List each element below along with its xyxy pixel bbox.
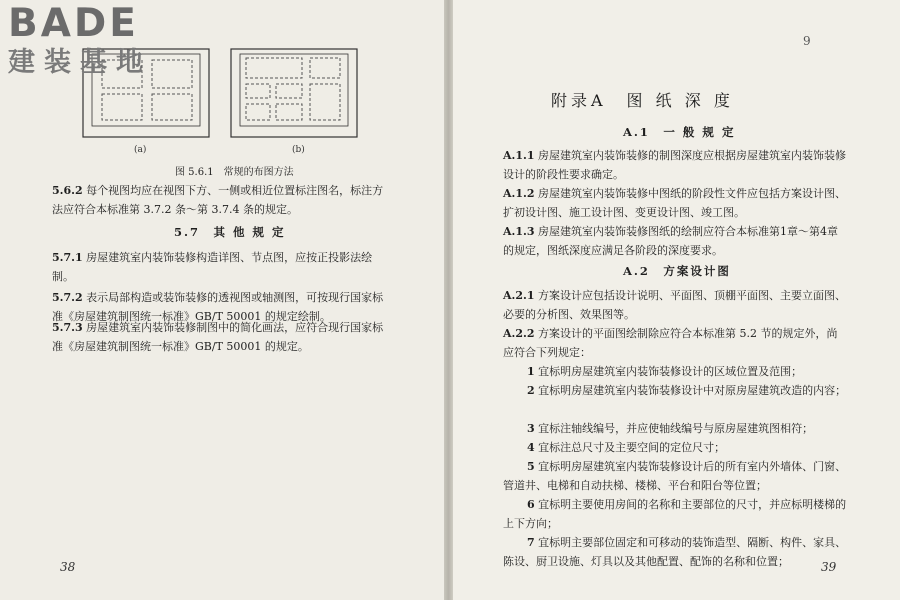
clause-a-1-3 bbox=[503, 222, 848, 260]
item-number: 6 bbox=[527, 498, 535, 511]
appendix-title: 附录A 图 纸 深 度 bbox=[551, 91, 734, 110]
logo-subtitle: 建装基地 bbox=[8, 47, 152, 78]
page-number-left: 38 bbox=[60, 560, 76, 574]
figure-b-label: (b) bbox=[292, 145, 305, 155]
list-item bbox=[503, 495, 848, 533]
list-item bbox=[503, 419, 848, 438]
clause-5-7-1 bbox=[52, 248, 392, 286]
right-page bbox=[453, 0, 900, 600]
figure-b-diagram bbox=[230, 48, 360, 143]
clause-text: 方案设计应包括设计说明、平面图、顶棚平面图、主要立面图、必要的分析图、效果图等。 bbox=[503, 289, 847, 321]
clause-number: 5.7.1 bbox=[52, 251, 83, 264]
item-text: 宜标明房屋建筑室内装饰装修设计的区域位置及范围； bbox=[538, 365, 803, 378]
figure-caption: 图 5.6.1 常规的布图方法 bbox=[175, 167, 294, 178]
top-mark: 9 bbox=[803, 34, 811, 48]
logo-mark: BADE bbox=[8, 1, 139, 46]
clause-a-1-1 bbox=[503, 146, 848, 184]
clause-number: 5.7.2 bbox=[52, 291, 83, 304]
clause-a-2-1 bbox=[503, 286, 848, 324]
clause-number: A.2.2 bbox=[503, 327, 535, 340]
clause-text: 房屋建筑室内装饰装修的制图深度应根据房屋建筑室内装饰装修设计的阶段性要求确定。 bbox=[503, 149, 847, 181]
left-page bbox=[0, 0, 444, 600]
item-text: 宜标注总尺寸及主要空间的定位尺寸； bbox=[538, 441, 726, 454]
list-item bbox=[503, 533, 848, 571]
clause-text: 每个视图均应在视图下方、一侧或相近位置标注图名，标注方法应符合本标准第 3.7.2 条～第 3.7.4 条的规定。 bbox=[52, 184, 384, 216]
item-text: 宜标明房屋建筑室内装饰装修设计中对原房屋建筑改造的内容； bbox=[538, 384, 847, 397]
list-item bbox=[503, 381, 848, 400]
item-number: 2 bbox=[527, 384, 535, 397]
list-item bbox=[503, 362, 848, 381]
item-number: 4 bbox=[527, 441, 535, 454]
item-text: 宜标注轴线编号，并应使轴线编号与原房屋建筑图相符； bbox=[538, 422, 814, 435]
item-number: 1 bbox=[527, 365, 535, 378]
clause-5-6-2 bbox=[52, 181, 392, 219]
clause-5-7-3 bbox=[52, 318, 392, 356]
book-gutter bbox=[444, 0, 453, 600]
clause-a-2-2 bbox=[503, 324, 848, 362]
section-title-a1: A.1 一 般 规 定 bbox=[623, 125, 736, 139]
section-title-a2: A.2 方案设计图 bbox=[623, 264, 731, 278]
clause-number: A.2.1 bbox=[503, 289, 535, 302]
clause-number: 5.7.3 bbox=[52, 321, 83, 334]
item-text: 宜标明主要使用房间的名称和主要部位的尺寸，并应标明楼梯的上下方向； bbox=[503, 498, 847, 530]
clause-text: 房屋建筑室内装饰装修中图纸的阶段性文件应包括方案设计图、扩初设计图、施工设计图、变更设计图、竣工图。 bbox=[503, 187, 847, 219]
figure-a-label: (a) bbox=[134, 145, 147, 155]
item-number: 3 bbox=[527, 422, 535, 435]
clause-text: 方案设计的平面图绘制除应符合本标准第 5.2 节的规定外，尚应符合下列规定： bbox=[503, 327, 838, 359]
clause-number: A.1.2 bbox=[503, 187, 535, 200]
clause-text: 房屋建筑室内装饰装修构造详图、节点图，应按正投影法绘制。 bbox=[52, 251, 373, 283]
clause-text: 房屋建筑室内装饰装修图纸的绘制应符合本标准第1章～第4章的规定，图纸深度应满足各阶段的深度要求。 bbox=[503, 225, 839, 257]
section-title-5-7: 5.7 其 他 规 定 bbox=[174, 225, 286, 239]
item-number: 7 bbox=[527, 536, 535, 549]
clause-number: A.1.3 bbox=[503, 225, 535, 238]
list-item bbox=[503, 438, 848, 457]
clause-number: A.1.1 bbox=[503, 149, 535, 162]
bade-logo bbox=[8, 1, 152, 78]
clause-text: 表示局部构造或装饰装修的透视图或轴测图，可按现行国家标准《房屋建筑制图统一标准》GB/T 50001 的规定绘制。 bbox=[52, 291, 384, 323]
item-text: 宜标明房屋建筑室内装饰装修设计后的所有室内外墙体、门窗、管道井、电梯和自动扶梯、楼梯、平台和阳台等位置； bbox=[503, 460, 847, 492]
clause-number: 5.6.2 bbox=[52, 184, 83, 197]
item-text: 宜标明主要部位固定和可移动的装饰造型、隔断、构件、家具、陈设、厨卫设施、灯具以及其他配置、配饰的名称和位置； bbox=[503, 536, 847, 568]
item-number: 5 bbox=[527, 460, 535, 473]
list-item bbox=[503, 457, 848, 495]
clause-text: 房屋建筑室内装饰装修制图中的简化画法，应符合现行国家标准《房屋建筑制图统一标准》GB/T 50001 的规定。 bbox=[52, 321, 384, 353]
page-number-right: 39 bbox=[821, 560, 837, 574]
clause-a-1-2 bbox=[503, 184, 848, 222]
